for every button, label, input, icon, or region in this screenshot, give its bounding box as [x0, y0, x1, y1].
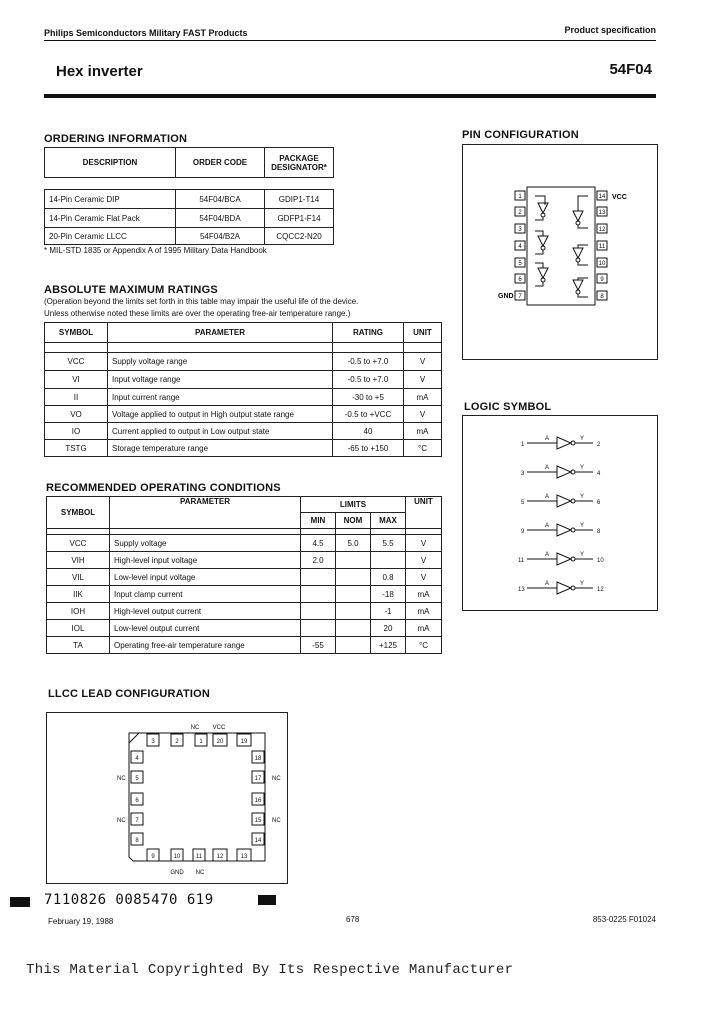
- svg-text:3: 3: [151, 739, 155, 745]
- svg-text:10: 10: [173, 854, 181, 860]
- svg-text:2: 2: [597, 442, 601, 448]
- svg-text:5: 5: [521, 500, 525, 506]
- llcc-left-label: NC: [117, 818, 126, 824]
- ordering-heading: ORDERING INFORMATION: [44, 133, 188, 145]
- barcode-mark-left: [10, 897, 30, 907]
- llcc-panel: [46, 712, 288, 884]
- llcc-heading: LLCC LEAD CONFIGURATION: [48, 688, 211, 700]
- ordering-table: [44, 147, 334, 245]
- barcode-mark-right: [258, 895, 276, 905]
- svg-text:16: 16: [254, 798, 262, 804]
- svg-text:5: 5: [135, 776, 139, 782]
- table-row: 14-Pin Ceramic DIP 54F04/BCA GDIP1-T14: [45, 190, 334, 209]
- col-package: PACKAGE DESIGNATOR*: [265, 148, 334, 178]
- pin-config-heading: PIN CONFIGURATION: [462, 129, 579, 141]
- pin-label: 10: [598, 261, 606, 267]
- llcc-left-pins: [117, 751, 143, 845]
- svg-text:Y: Y: [580, 494, 585, 500]
- table-row: VCC Supply voltage 4.5 5.0 5.5 V: [47, 535, 442, 552]
- pin-label: 7: [518, 294, 522, 300]
- svg-text:A: A: [545, 581, 550, 587]
- footer-date: February 19, 1988: [48, 917, 114, 926]
- llcc-bottom-pins: [147, 849, 251, 876]
- table-row: IIK Input clamp current -18 mA: [47, 586, 442, 603]
- table-row: VO Voltage applied to output in High output state range -0.5 to +VCC V: [45, 406, 442, 423]
- svg-text:Y: Y: [580, 523, 585, 529]
- llcc-left-label: NC: [117, 776, 126, 782]
- col-order-code: ORDER CODE: [176, 148, 265, 178]
- svg-text:A: A: [545, 465, 550, 471]
- svg-text:A: A: [545, 436, 550, 442]
- svg-text:9: 9: [521, 529, 525, 535]
- svg-text:4: 4: [597, 471, 601, 477]
- llcc-right-pins: [252, 751, 281, 845]
- inverter-row: [518, 552, 604, 565]
- company-header: Philips Semiconductors Military FAST Products: [44, 28, 248, 38]
- abs-max-note-1: (Operation beyond the limits set forth in this table may impair the useful life of the device.: [44, 297, 359, 306]
- pin-label: 6: [518, 277, 522, 283]
- pin-label: 9: [600, 277, 604, 283]
- doc-title: Hex inverter: [56, 63, 143, 80]
- table-row: VIL Low-level input voltage 0.8 V: [47, 569, 442, 586]
- svg-text:3: 3: [521, 471, 525, 477]
- inverter-row: [518, 581, 604, 594]
- rec-op-table: SYMBOL PARAMETER LIMITS UNIT MIN NOM MAX VCC Supply voltage 4.5 5.0 5.5 V VIH High-level input voltage 2.0 V VIL Low-level input voltage 0.8 V IIK Input clamp current -18 mA IOH High-level output current -1 mA IOL Low-level output current 20 mA TA Operating free-air temperature range -55 +125 °C: [46, 496, 442, 654]
- pin-label: 14: [598, 194, 606, 200]
- logic-symbol-panel: [462, 415, 658, 611]
- table-row: II Input current range -30 to +5 mA: [45, 389, 442, 406]
- llcc-package-diagram: [47, 713, 287, 883]
- svg-text:15: 15: [254, 818, 262, 824]
- table-row: IOL Low-level output current 20 mA: [47, 620, 442, 637]
- pin-label: 5: [518, 261, 522, 267]
- svg-text:8: 8: [135, 838, 139, 844]
- table-row: VI Input voltage range -0.5 to +7.0 V: [45, 371, 442, 389]
- svg-text:Y: Y: [580, 465, 585, 471]
- svg-text:A: A: [545, 523, 550, 529]
- svg-text:12: 12: [597, 587, 604, 593]
- svg-text:1: 1: [521, 442, 525, 448]
- dip-body: [527, 187, 595, 305]
- page-number: 678: [346, 915, 360, 924]
- dip-package-diagram: [463, 145, 657, 359]
- doc-code: 853-0225 F01024: [592, 915, 656, 924]
- svg-text:17: 17: [254, 776, 262, 782]
- svg-text:20: 20: [216, 739, 224, 745]
- svg-text:6: 6: [135, 798, 139, 804]
- title-rule: [44, 94, 656, 98]
- table-row: VCC Supply voltage range -0.5 to +7.0 V: [45, 353, 442, 371]
- svg-text:Y: Y: [580, 581, 585, 587]
- inverter-row: [521, 436, 601, 449]
- svg-text:A: A: [545, 552, 550, 558]
- svg-text:11: 11: [195, 854, 203, 860]
- copyright-notice: This Material Copyrighted By Its Respective Manufacturer: [26, 962, 514, 978]
- inverter-row: [521, 494, 601, 507]
- svg-text:A: A: [545, 494, 550, 500]
- pin-label: 4: [518, 244, 522, 250]
- svg-text:19: 19: [240, 739, 248, 745]
- table-row: TA Operating free-air temperature range -55 +125 °C: [47, 637, 442, 654]
- svg-text:10: 10: [597, 558, 604, 564]
- spec-type: Product specification: [564, 25, 656, 35]
- svg-text:1: 1: [199, 739, 203, 745]
- dip-inverter-gates: [535, 196, 588, 297]
- vcc-label: VCC: [612, 194, 627, 201]
- llcc-top-pins: [147, 725, 251, 746]
- llcc-top-label: VCC: [212, 725, 226, 731]
- dip-left-pins: [515, 191, 525, 300]
- rec-op-heading: RECOMMENDED OPERATING CONDITIONS: [46, 482, 281, 494]
- logic-symbol-diagram: [463, 416, 657, 610]
- inverter-row: [521, 523, 601, 536]
- logic-symbol-heading: LOGIC SYMBOL: [464, 401, 552, 413]
- table-row: IOH High-level output current -1 mA: [47, 603, 442, 620]
- gnd-label: GND: [498, 293, 514, 300]
- abs-max-heading: ABSOLUTE MAXIMUM RATINGS: [44, 284, 218, 296]
- llcc-right-label: NC: [272, 818, 281, 824]
- table-row: VIH High-level input voltage 2.0 V: [47, 552, 442, 569]
- inverter-row: [521, 465, 601, 478]
- svg-text:7: 7: [135, 818, 139, 824]
- barcode-number: 7110826 0085470 619: [44, 892, 214, 908]
- part-number: 54F04: [609, 61, 652, 78]
- pin-label: 3: [518, 227, 522, 233]
- llcc-top-label: NC: [190, 725, 200, 731]
- svg-text:4: 4: [135, 756, 139, 762]
- table-row: IO Current applied to output in Low output state 40 mA: [45, 423, 442, 440]
- pin-config-panel: [462, 144, 658, 360]
- svg-text:6: 6: [597, 500, 601, 506]
- svg-text:18: 18: [254, 756, 262, 762]
- svg-text:8: 8: [597, 529, 601, 535]
- pin-label: 13: [598, 210, 606, 216]
- table-row: 20-Pin Ceramic LLCC 54F04/B2A CQCC2-N20: [45, 228, 334, 245]
- svg-text:14: 14: [254, 838, 262, 844]
- svg-text:12: 12: [216, 854, 224, 860]
- header-rule: [44, 40, 656, 41]
- ordering-footnote: * MIL-STD 1835 or Appendix A of 1995 Military Data Handbook: [44, 246, 267, 255]
- dip-right-pins: [597, 191, 607, 300]
- svg-text:2: 2: [175, 739, 179, 745]
- llcc-bottom-label: NC: [195, 870, 205, 876]
- pin-label: 11: [598, 244, 606, 250]
- svg-text:13: 13: [518, 587, 525, 593]
- svg-text:Y: Y: [580, 552, 585, 558]
- svg-text:11: 11: [518, 558, 525, 564]
- llcc-bottom-label: GND: [170, 870, 184, 876]
- pin-label: 8: [600, 294, 604, 300]
- llcc-right-label: NC: [272, 776, 281, 782]
- pin-label: 12: [598, 227, 606, 233]
- table-row: 14-Pin Ceramic Flat Pack 54F04/BDA GDFP1-F14: [45, 209, 334, 228]
- svg-text:Y: Y: [580, 436, 585, 442]
- pin-label: 1: [518, 194, 522, 200]
- col-description: DESCRIPTION: [45, 148, 176, 178]
- pin-label: 2: [518, 210, 522, 216]
- svg-text:9: 9: [151, 854, 155, 860]
- abs-max-table: SYMBOL PARAMETER RATING UNIT VCC Supply voltage range -0.5 to +7.0 V VI Input voltage range -0.5 to +7.0 V II Input current range -30 to +5 mA VO Voltage applied to output in High output state range -0.5 to +VCC V IO Current applied to output in Low output state 40 mA TSTG Storage temperature range -65 to +150 °C: [44, 322, 442, 457]
- svg-text:13: 13: [240, 854, 248, 860]
- table-row: TSTG Storage temperature range -65 to +150 °C: [45, 440, 442, 457]
- abs-max-note-2: Unless otherwise noted these limits are over the operating free-air temperature range.): [44, 309, 351, 318]
